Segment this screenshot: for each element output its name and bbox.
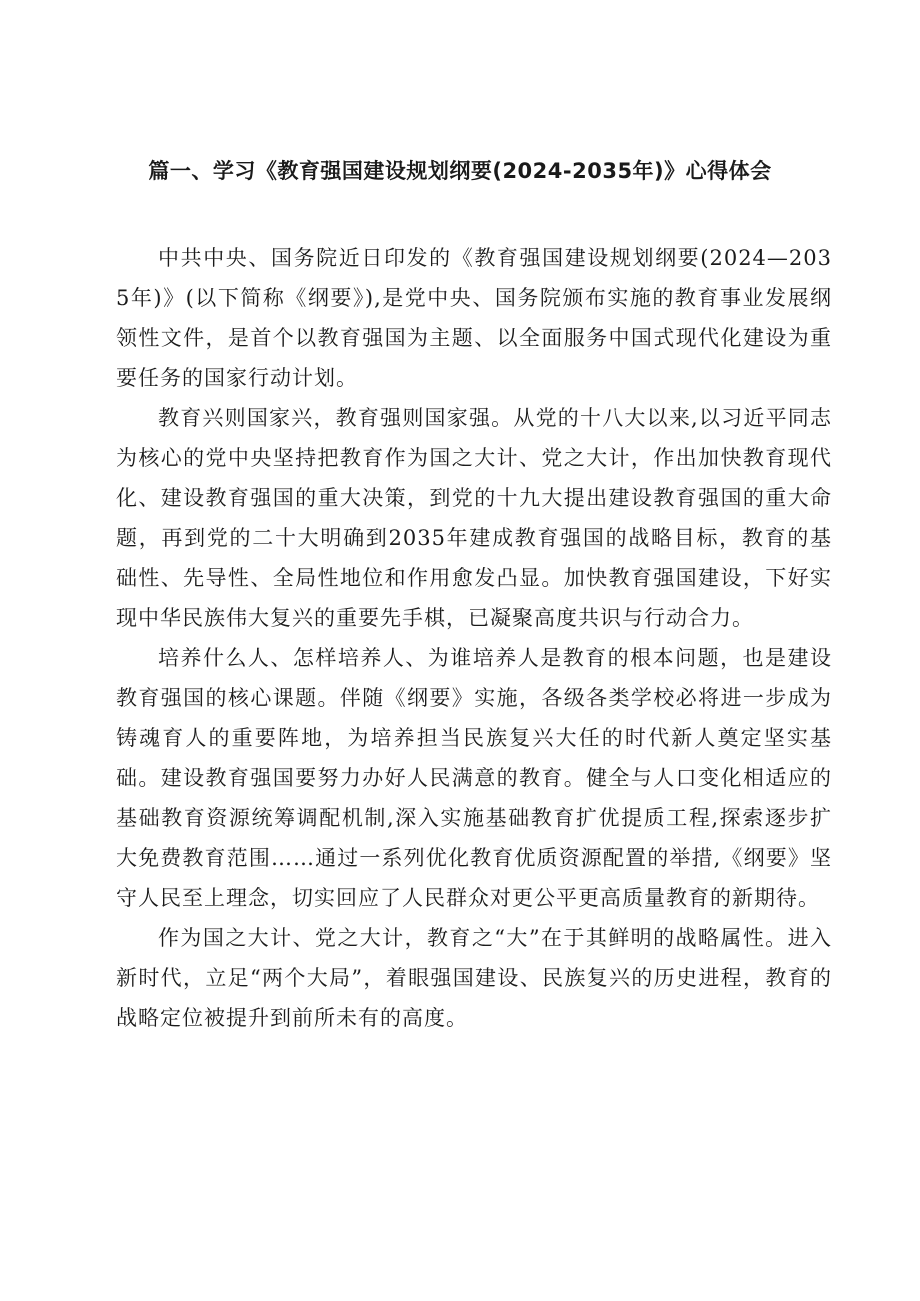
paragraph-1: 中共中央、国务院近日印发的《教育强国建设规划纲要(2024—2035年)》(以下简称《纲要》),是党中央、国务院颁布实施的教育事业发展纲领性文件，是首个以教育强国为主题、以全面服务中国式现代化建设为重要任务的国家行动计划。 xyxy=(116,246,832,390)
paragraph-3: 培养什么人、怎样培养人、为谁培养人是教育的根本问题，也是建设教育强国的核心课题。伴随《纲要》实施，各级各类学校必将进一步成为铸魂育人的重要阵地，为培养担当民族复兴大任的时代新人奠定坚实基础。建设教育强国要努力办好人民满意的教育。健全与人口变化相适应的基础教育资源统筹调配机制,深入实施基础教育扩优提质工程,探索逐步扩大免费教育范围……通过一系列优化教育优质资源配置的举措,《纲要》坚守人民至上理念，切实回应了人民群众对更公平更高质量教育的新期待。 xyxy=(116,646,832,910)
paragraph-4: 作为国之大计、党之大计，教育之“大”在于其鲜明的战略属性。进入新时代，立足“两个大局”，着眼强国建设、民族复兴的历史进程，教育的战略定位被提升到前所未有的高度。 xyxy=(116,926,832,1030)
paragraph-2: 教育兴则国家兴，教育强则国家强。从党的十八大以来,以习近平同志为核心的党中央坚持把教育作为国之大计、党之大计，作出加快教育现代化、建设教育强国的重大决策，到党的十九大提出建设教育强国的重大命题，再到党的二十大明确到2035年建成教育强国的战略目标，教育的基础性、先导性、全局性地位和作用愈发凸显。加快教育强国建设，下好实现中华民族伟大复兴的重要先手棋，已凝聚高度共识与行动合力。 xyxy=(116,406,832,630)
document-title: 篇一、学习《教育强国建设规划纲要(2024-2035年)》心得体会 xyxy=(148,159,772,183)
document-body xyxy=(116,238,832,1038)
